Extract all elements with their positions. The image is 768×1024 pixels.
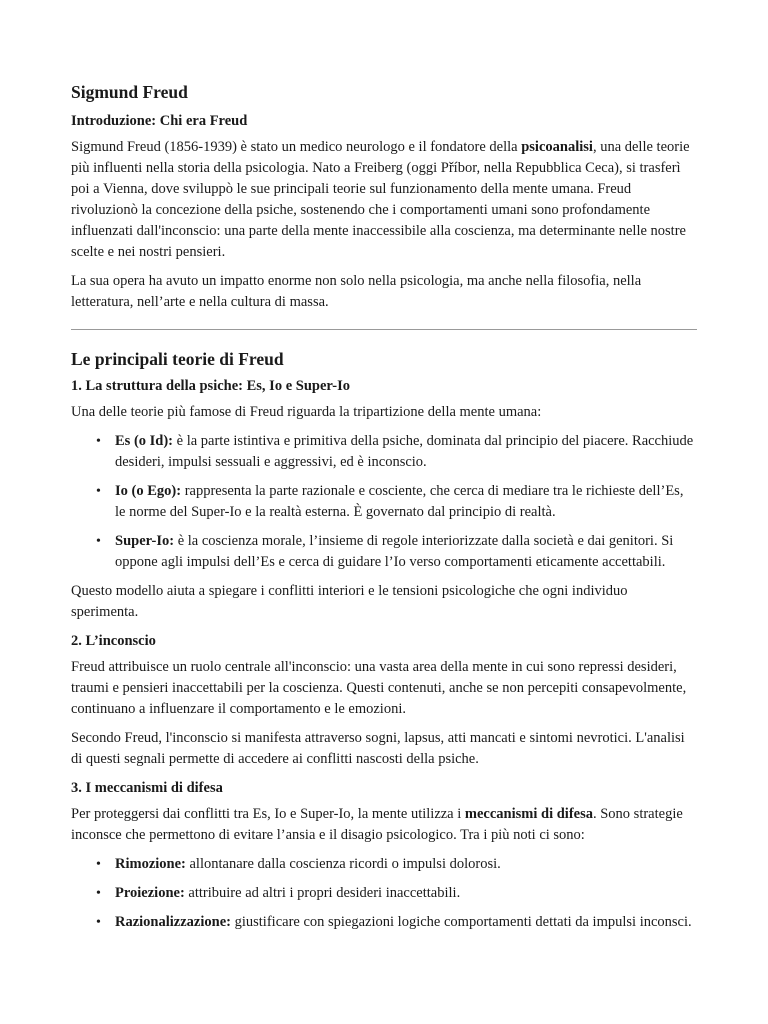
list-item-text: attribuire ad altri i propri desideri inaccettabili. [184, 884, 461, 901]
section-2-paragraph-2: Secondo Freud, l'inconscio si manifesta attraverso sogni, lapsus, atti mancati e sintomi nevrotici. L'analisi di questi segnali permette di accedere ai conflitti nascosti della psiche. [71, 729, 685, 767]
list-item-proiezione [96, 883, 697, 904]
defense-mechanisms-list [71, 854, 697, 933]
section-3-intro-after: . Sono strategie inconsce che permettono di evitare l’ansia e il disagio psicologico. Tra i più noti ci sono: [71, 805, 683, 843]
section-2-heading: 2. L’inconscio [71, 633, 156, 649]
section-3-intro-bold: meccanismi di difesa [464, 805, 593, 822]
list-item-io [96, 481, 697, 523]
intro-p1-bold: psicoanalisi [521, 138, 593, 155]
intro-p1-after: , una delle teorie più influenti nella storia della psicologia. Nato a Freiberg (oggi Příbor, nella Repubblica Ceca), si trasferì poi a Vienna, dove sviluppò le sue principali teorie sul funzionamento della mente umana. Freud rivoluzionò la concezione della psiche, sostenendo che i comportamenti umani sono profondamente influenzati dall'inconscio: una parte della mente inaccessibile alla coscienza, ma determinante nelle nostre scelte e nei nostri pensieri. [71, 138, 690, 260]
list-item-super-io [96, 531, 697, 573]
section-3-heading: 3. I meccanismi di difesa [71, 779, 223, 796]
section-1-intro: Una delle teorie più famose di Freud riguarda la tripartizione della mente umana: [71, 404, 542, 420]
list-item-text: è la coscienza morale, l’insieme di regole interiorizzate dalla società e dai genitori. Si oppone agli impulsi dell’Es e cerca di guidare l’Io verso comportamenti eticamente accettabili. [115, 533, 674, 570]
section-1-outro: Questo modello aiuta a spiegare i conflitti interiori e le tensioni psicologiche che ogni individuo sperimenta. [71, 583, 628, 620]
intro-heading: Introduzione: Chi era Freud [71, 112, 248, 129]
intro-p1-before: Sigmund Freud (1856-1939) è stato un medico neurologo e il fondatore della [71, 138, 522, 155]
list-item-term: Es (o Id): [115, 433, 174, 449]
list-item-term: Proiezione: [115, 884, 185, 901]
list-item-term: Super-Io: [115, 533, 175, 549]
section-divider [71, 329, 697, 330]
bullet-icon: • [96, 856, 101, 872]
section-1-heading: 1. La struttura della psiche: Es, Io e Super-Io [71, 378, 350, 395]
list-item-term: Rimozione: [115, 855, 186, 872]
section-3-intro [71, 804, 697, 846]
intro-paragraph-1 [71, 137, 697, 263]
bullet-icon: • [96, 914, 101, 930]
list-item-text: allontanare dalla coscienza ricordi o impulsi dolorosi. [185, 855, 501, 872]
intro-paragraph-2: La sua opera ha avuto un impatto enorme non solo nella psicologia, ma anche nella filosofia, nella letteratura, nell’arte e nella cultura di massa. [71, 272, 642, 310]
list-item-razionalizzazione [96, 912, 697, 933]
section-2-paragraph-1: Freud attribuisce un ruolo centrale all'inconscio: una vasta area della mente in cui sono repressi desideri, traumi e pensieri inaccettabili per la coscienza. Questi contenuti, anche se non percepiti consapevolmente, continuano a influenzare il comportamento e le emozioni. [71, 658, 687, 717]
bullet-icon: • [96, 885, 101, 901]
bullet-icon: • [96, 534, 101, 549]
bullet-icon: • [96, 484, 101, 499]
list-item-text: giustificare con spiegazioni logiche comportamenti dettati da impulsi inconsci. [230, 913, 692, 930]
bullet-icon: • [96, 434, 101, 449]
theories-heading: Le principali teorie di Freud [71, 348, 284, 369]
list-item-es [96, 431, 697, 473]
section-3-intro-before: Per proteggersi dai conflitti tra Es, Io e Super-Io, la mente utilizza i [71, 805, 465, 822]
list-item-term: Razionalizzazione: [115, 913, 231, 930]
list-item-rimozione [96, 854, 697, 875]
list-item-text: è la parte istintiva e primitiva della psiche, dominata dal principio del piacere. Racchiude desideri, impulsi sessuali e aggressivi, ed è inconscio. [115, 433, 694, 470]
list-item-term: Io (o Ego): [115, 483, 182, 499]
list-item-text: rappresenta la parte razionale e cosciente, che cerca di mediare tra le richieste dell’Es, le norme del Super-Io e la realtà esterna. È governato dal principio di realtà. [115, 483, 684, 520]
document-title: Sigmund Freud [71, 82, 188, 102]
psyche-structure-list [71, 431, 697, 573]
